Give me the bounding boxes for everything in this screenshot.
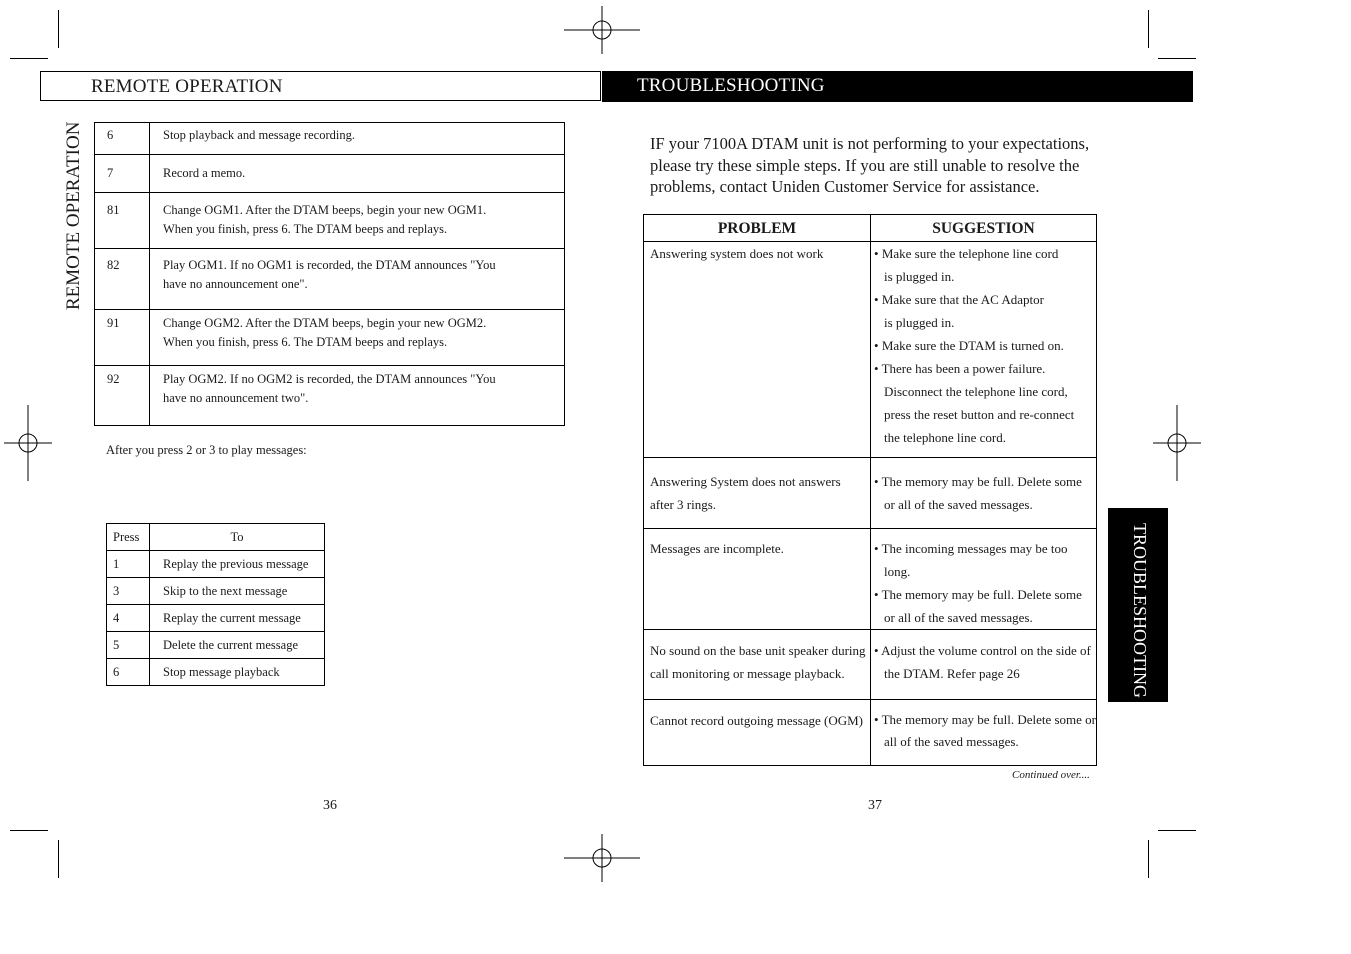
intro-line: IF your 7100A DTAM unit is not performing to your expectations,: [650, 134, 1090, 153]
left-header-title: REMOTE OPERATION: [91, 76, 283, 97]
suggestion-line: Make sure the telephone line cord: [881, 246, 1059, 261]
after-press-text: After you press 2 or 3 to play messages:: [106, 443, 307, 457]
press-cell: 3: [107, 578, 150, 605]
side-tab-text: TROUBLESHOOTING: [1130, 523, 1150, 698]
description-line: When you finish, press 6. The DTAM beeps and replays.: [163, 334, 448, 349]
column-header-press: Press: [107, 524, 150, 551]
column-header-suggestion: SUGGESTION: [871, 215, 1097, 242]
left-side-label: [63, 121, 89, 310]
intro-line: problems, contact Uniden Customer Service for assistance.: [650, 177, 1040, 197]
table-row: [107, 578, 325, 605]
suggestion-line: the telephone line cord.: [884, 430, 1007, 445]
side-label-text: REMOTE OPERATION: [63, 121, 84, 310]
table-row: [644, 630, 1097, 700]
suggestion-line: Adjust the volume control on the side of: [881, 643, 1091, 658]
table-row: [95, 366, 565, 426]
table-row: [107, 632, 325, 659]
description-cell: [150, 155, 565, 193]
press-table: [106, 523, 325, 686]
code-cell: 7: [95, 155, 150, 193]
problem-cell: [644, 630, 871, 700]
suggestion-cell: [871, 242, 1097, 458]
column-header-problem: PROBLEM: [644, 215, 871, 242]
page-number-right: 37: [868, 798, 882, 813]
problem-line: call monitoring or message playback.: [650, 666, 845, 681]
press-cell: 5: [107, 632, 150, 659]
problem-line: No sound on the base unit speaker during: [650, 643, 866, 658]
code-cell: 6: [95, 123, 150, 155]
problem-cell: [644, 700, 871, 766]
right-side-tab: [1108, 508, 1168, 702]
crop-mark: [1158, 58, 1196, 59]
troubleshooting-table: [643, 214, 1097, 766]
code-cell: 91: [95, 310, 150, 366]
suggestion-line: press the reset button and re-connect: [884, 407, 1075, 422]
crop-mark: [58, 10, 59, 48]
description-line: Play OGM2. If no OGM2 is recorded, the DTAM announces "You: [163, 372, 496, 386]
table-row: [644, 242, 1097, 458]
press-cell: 1: [107, 551, 150, 578]
problem-cell: [644, 242, 871, 458]
table-row: [95, 249, 565, 310]
description-line: have no announcement two".: [163, 390, 309, 405]
suggestion-line: The memory may be full. Delete some: [881, 474, 1082, 489]
suggestion-line: the DTAM. Refer page 26: [884, 666, 1020, 681]
suggestion-cell: [871, 700, 1097, 766]
suggestion-line: The memory may be full. Delete some: [881, 587, 1082, 602]
table-row: [644, 529, 1097, 630]
table-header-row: [644, 215, 1097, 242]
crop-mark: [10, 58, 48, 59]
problem-line: Answering system does not work: [650, 246, 824, 261]
suggestion-line: is plugged in.: [884, 269, 955, 284]
description-line: Change OGM2. After the DTAM beeps, begin your new OGM2.: [163, 316, 487, 330]
continued-note: Continued over....: [1012, 769, 1090, 781]
problem-line: after 3 rings.: [650, 497, 717, 512]
suggestion-item: • The memory may be full. Delete some or all of the saved messages.: [874, 712, 1097, 749]
table-row: [95, 193, 565, 249]
table-row: [107, 551, 325, 578]
problem-line: Cannot record outgoing message (OGM): [650, 713, 864, 728]
suggestion-cell: [871, 529, 1097, 630]
suggestion-item: • The memory may be full. Delete some or all of the saved messages.: [874, 587, 1082, 625]
table-header-row: [107, 524, 325, 551]
description-line: have no announcement one".: [163, 276, 308, 291]
table-row: [107, 659, 325, 686]
registration-mark: [564, 0, 640, 68]
suggestion-line: The memory may be full. Delete some or: [881, 712, 1097, 727]
description-line: Play OGM1. If no OGM1 is recorded, the DTAM announces "You: [163, 258, 496, 272]
suggestion-item: • Make sure that the AC Adaptor is plugged in.: [874, 292, 1044, 330]
suggestion-line: is plugged in.: [884, 315, 955, 330]
suggestion-line: The incoming messages may be too long.: [881, 541, 1068, 579]
suggestion-line: Make sure that the AC Adaptor: [881, 292, 1044, 307]
suggestion-item: • Adjust the volume control on the side of the DTAM. Refer page 26: [874, 643, 1091, 681]
suggestion-cell: [871, 458, 1097, 529]
to-cell: Delete the current message: [150, 632, 325, 659]
table-row: [95, 310, 565, 366]
table-row: [107, 605, 325, 632]
code-cell: 82: [95, 249, 150, 310]
intro-line: please try these simple steps. If you are still unable to resolve the: [650, 155, 1080, 175]
problem-cell: [644, 458, 871, 529]
problem-line: Messages are incomplete.: [650, 541, 784, 556]
suggestion-item: • Make sure the telephone line cord is plugged in.: [874, 246, 1059, 284]
description-line: Record a memo.: [163, 166, 246, 180]
problem-cell: [644, 529, 871, 630]
intro-paragraph: [650, 133, 1100, 198]
description-cell: [150, 310, 565, 366]
description-line: Stop playback and message recording.: [163, 128, 355, 142]
crop-mark: [1158, 830, 1196, 831]
crop-mark: [10, 830, 48, 831]
to-cell: Replay the current message: [150, 605, 325, 632]
description-cell: [150, 249, 565, 310]
suggestion-item: • The memory may be full. Delete some or all of the saved messages.: [874, 474, 1082, 512]
table-row: [644, 458, 1097, 529]
suggestion-line: Disconnect the telephone line cord,: [884, 384, 1068, 399]
table-row: [95, 155, 565, 193]
right-header-title: TROUBLESHOOTING: [637, 75, 825, 96]
problem-line: Answering System does not answers: [650, 474, 841, 489]
page-number-left: 36: [323, 798, 337, 813]
suggestion-item: • Make sure the DTAM is turned on.: [874, 338, 1064, 353]
description-cell: [150, 193, 565, 249]
to-cell: Stop message playback: [150, 659, 325, 686]
suggestion-line: all of the saved messages.: [884, 734, 1019, 749]
suggestion-line: or all of the saved messages.: [884, 610, 1033, 625]
press-cell: 6: [107, 659, 150, 686]
to-cell: Replay the previous message: [150, 551, 325, 578]
suggestion-line: There has been a power failure.: [881, 361, 1046, 376]
description-line: When you finish, press 6. The DTAM beeps and replays.: [163, 221, 448, 236]
description-cell: [150, 123, 565, 155]
crop-mark: [1148, 840, 1149, 878]
suggestion-item: • The incoming messages may be too long.: [874, 541, 1068, 579]
registration-mark: [564, 820, 640, 896]
code-cell: 81: [95, 193, 150, 249]
registration-mark: [1139, 405, 1215, 481]
remote-codes-table: [94, 122, 565, 426]
left-page-header: [40, 71, 601, 101]
description-line: Change OGM1. After the DTAM beeps, begin your new OGM1.: [163, 203, 487, 217]
suggestion-line: Make sure the DTAM is turned on.: [881, 338, 1064, 353]
description-cell: [150, 366, 565, 426]
press-cell: 4: [107, 605, 150, 632]
table-row: [95, 123, 565, 155]
suggestion-cell: [871, 630, 1097, 700]
to-cell: Skip to the next message: [150, 578, 325, 605]
suggestion-item: • There has been a power failure. Disconnect the telephone line cord, press the reset button and re-connect the telephone line cord.: [874, 361, 1075, 445]
table-row: [644, 700, 1097, 766]
crop-mark: [1148, 10, 1149, 48]
registration-mark: [0, 405, 66, 481]
right-page-header: [602, 71, 1193, 102]
suggestion-line: or all of the saved messages.: [884, 497, 1033, 512]
crop-mark: [58, 840, 59, 878]
code-cell: 92: [95, 366, 150, 426]
column-header-to: To: [150, 524, 325, 551]
